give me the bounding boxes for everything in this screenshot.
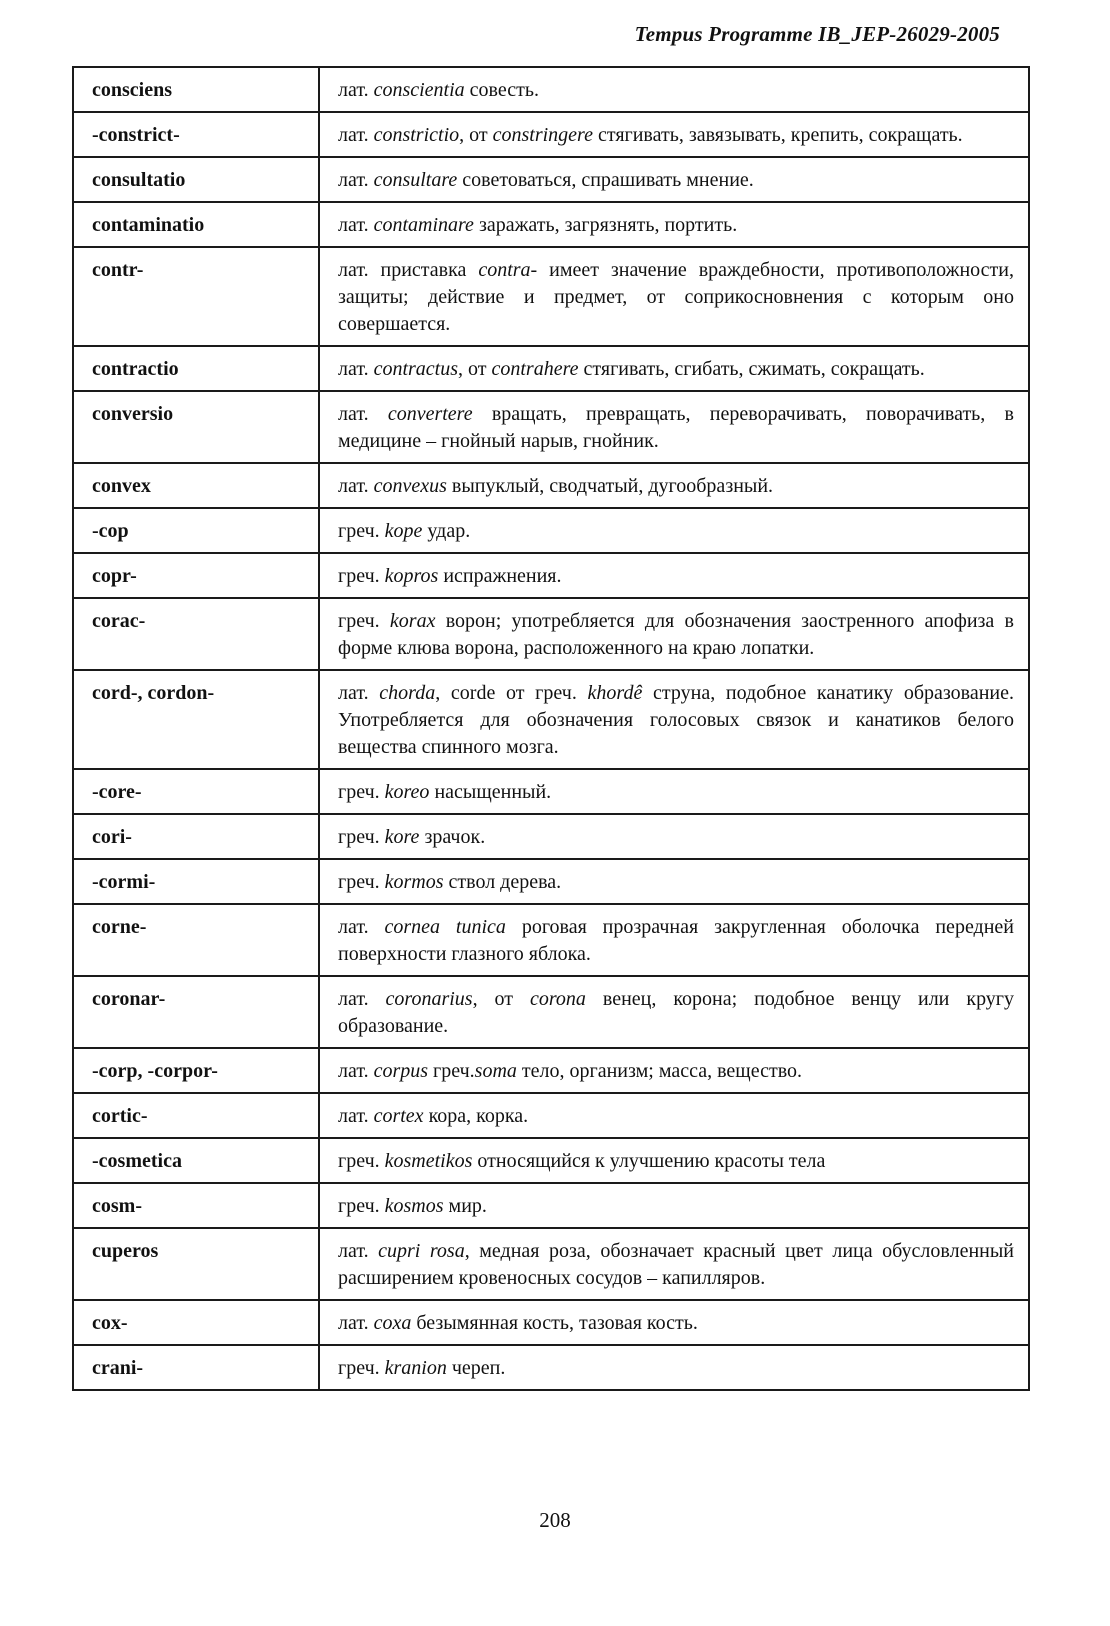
- definition-italic-text: contra-: [478, 259, 538, 281]
- glossary-row: [73, 1345, 1029, 1390]
- glossary-term: contaminatio: [73, 202, 319, 247]
- glossary-definition: [319, 391, 1029, 463]
- definition-italic-text: cortex: [373, 1105, 424, 1127]
- definition-italic-text: kormos: [384, 871, 444, 893]
- glossary-definition: [319, 157, 1029, 202]
- glossary-definition: [319, 508, 1029, 553]
- definition-italic-text: contrahere: [491, 358, 579, 380]
- glossary-row: [73, 1138, 1029, 1183]
- definition-text: советоваться, спрашивать мнение.: [457, 169, 754, 191]
- definition-text: лат.: [338, 475, 374, 497]
- glossary-row: [73, 1228, 1029, 1300]
- definition-text: кора, корка.: [423, 1105, 529, 1127]
- definition-italic-text: contractus: [373, 358, 459, 380]
- definition-italic-text: contaminare: [373, 214, 474, 236]
- glossary-term: cori-: [73, 814, 319, 859]
- glossary-definition: [319, 112, 1029, 157]
- glossary-term: consciens: [73, 67, 319, 112]
- glossary-term: consultatio: [73, 157, 319, 202]
- definition-text: греч.: [338, 1357, 385, 1379]
- definition-italic-text: kosmos: [384, 1195, 444, 1217]
- glossary-row: [73, 859, 1029, 904]
- glossary-definition: [319, 67, 1029, 112]
- glossary-term: -corp, -corpor-: [73, 1048, 319, 1093]
- glossary-row: [73, 814, 1029, 859]
- definition-italic-text: chorda: [379, 682, 436, 704]
- definition-italic-text: korax: [389, 610, 436, 632]
- definition-italic-text: conscientia: [373, 79, 465, 101]
- glossary-term: -cosmetica: [73, 1138, 319, 1183]
- glossary-row: [73, 1183, 1029, 1228]
- glossary-term: contractio: [73, 346, 319, 391]
- definition-text: струна, подобное канатику образование. Употребляется для обозначения голосовых связок и канатиков белого вещества спинного мозга.: [338, 682, 1015, 758]
- definition-italic-text: khordê: [587, 682, 643, 704]
- definition-italic-text: kopros: [384, 565, 439, 587]
- definition-text: стягивать, сгибать, сжимать, сокращать.: [578, 358, 925, 380]
- glossary-row: [73, 346, 1029, 391]
- glossary-definition: [319, 463, 1029, 508]
- definition-text: заражать, загрязнять, портить.: [473, 214, 738, 236]
- definition-text: венец, корона; подобное венцу или кругу образование.: [338, 988, 1015, 1037]
- glossary-row: [73, 247, 1029, 346]
- definition-text: вращать, превращать, переворачивать, поворачивать, в медицине – гнойный нарыв, гнойник.: [338, 403, 1014, 452]
- glossary-definition: [319, 1183, 1029, 1228]
- glossary-definition: [319, 553, 1029, 598]
- definition-text: греч.: [338, 826, 385, 848]
- definition-text: лат.: [338, 124, 374, 146]
- definition-text: греч.: [338, 871, 385, 893]
- glossary-row: [73, 67, 1029, 112]
- definition-text: лат.: [338, 916, 385, 938]
- definition-text: выпуклый, сводчатый, дугообразный.: [446, 475, 774, 497]
- definition-text: греч.: [338, 1195, 385, 1217]
- definition-italic-text: constringere: [492, 124, 593, 146]
- page-number: 208: [539, 1508, 571, 1532]
- definition-text: , от: [472, 988, 531, 1010]
- glossary-row: [73, 463, 1029, 508]
- definition-text: , от: [459, 124, 493, 146]
- glossary-definition: [319, 976, 1029, 1048]
- definition-text: лат.: [338, 1060, 374, 1082]
- definition-text: совесть.: [464, 79, 539, 101]
- glossary-term: conversio: [73, 391, 319, 463]
- definition-italic-text: koreo: [384, 781, 430, 803]
- definition-text: лат.: [338, 169, 374, 191]
- glossary-definition: [319, 1093, 1029, 1138]
- definition-text: зрачок.: [419, 826, 486, 848]
- definition-text: мир.: [443, 1195, 487, 1217]
- glossary-term: crani-: [73, 1345, 319, 1390]
- glossary-term: coronar-: [73, 976, 319, 1048]
- definition-text: безымянная кость, тазовая кость.: [411, 1312, 698, 1334]
- glossary-table-body: [73, 67, 1029, 1390]
- definition-italic-text: corpus: [373, 1060, 429, 1082]
- definition-italic-text: consultare: [373, 169, 458, 191]
- definition-text: лат.: [338, 1312, 374, 1334]
- definition-text: ствол дерева.: [443, 871, 562, 893]
- definition-text: стягивать, завязывать, крепить, сокращать.: [592, 124, 963, 146]
- glossary-row: [73, 112, 1029, 157]
- glossary-definition: [319, 814, 1029, 859]
- definition-text: лат.: [338, 214, 374, 236]
- definition-italic-text: corona: [530, 988, 586, 1010]
- glossary-row: [73, 1093, 1029, 1138]
- definition-italic-text: constrictio: [373, 124, 460, 146]
- definition-text: роговая прозрачная закругленная оболочка передней поверхности глазного яблока.: [338, 916, 1015, 965]
- glossary-term: convex: [73, 463, 319, 508]
- definition-italic-text: kosmetikos: [384, 1150, 473, 1172]
- glossary-definition: [319, 598, 1029, 670]
- definition-text: лат. приставка: [338, 259, 479, 281]
- definition-text: греч.: [338, 565, 385, 587]
- definition-text: лат.: [338, 682, 380, 704]
- glossary-definition: [319, 670, 1029, 769]
- glossary-row: [73, 202, 1029, 247]
- definition-text: греч.: [338, 1150, 385, 1172]
- definition-text: лат.: [338, 403, 388, 425]
- definition-italic-text: coronarius: [385, 988, 473, 1010]
- glossary-definition: [319, 1138, 1029, 1183]
- glossary-table: [72, 66, 1030, 1391]
- definition-italic-text: cupri rosa: [378, 1240, 465, 1262]
- glossary-definition: [319, 1228, 1029, 1300]
- glossary-term: cuperos: [73, 1228, 319, 1300]
- definition-text: ворон; употребляется для обозначения заостренного апофиза в форме клюва ворона, расположенного на краю лопатки.: [338, 610, 1014, 659]
- definition-text: лат.: [338, 1105, 374, 1127]
- definition-text: , медная роза, обозначает красный цвет лица обусловленный расширением кровеносных сосудов – капилляров.: [338, 1240, 1015, 1289]
- definition-text: , corde от греч.: [435, 682, 588, 704]
- definition-text: тело, организм; масса, вещество.: [516, 1060, 802, 1082]
- glossary-row: [73, 769, 1029, 814]
- definition-italic-text: coxa: [373, 1312, 412, 1334]
- glossary-definition: [319, 769, 1029, 814]
- definition-text: лат.: [338, 1240, 379, 1262]
- definition-text: , от: [458, 358, 492, 380]
- glossary-term: cox-: [73, 1300, 319, 1345]
- glossary-term: copr-: [73, 553, 319, 598]
- definition-italic-text: cornea tunica: [384, 916, 506, 938]
- glossary-term: cosm-: [73, 1183, 319, 1228]
- glossary-definition: [319, 1048, 1029, 1093]
- glossary-row: [73, 508, 1029, 553]
- definition-text: лат.: [338, 79, 374, 101]
- glossary-definition: [319, 1345, 1029, 1390]
- glossary-row: [73, 1048, 1029, 1093]
- glossary-term: -cormi-: [73, 859, 319, 904]
- glossary-term: -core-: [73, 769, 319, 814]
- glossary-row: [73, 553, 1029, 598]
- glossary-row: [73, 157, 1029, 202]
- glossary-term: corne-: [73, 904, 319, 976]
- definition-italic-text: convexus: [373, 475, 447, 497]
- definition-italic-text: kranion: [384, 1357, 447, 1379]
- glossary-term: cord-, cordon-: [73, 670, 319, 769]
- definition-italic-text: convertere: [387, 403, 473, 425]
- definition-text: относящийся к улучшению красоты тела: [472, 1150, 826, 1172]
- glossary-term: -cop: [73, 508, 319, 553]
- glossary-row: [73, 1300, 1029, 1345]
- definition-text: лат.: [338, 358, 374, 380]
- definition-italic-text: soma: [474, 1060, 517, 1082]
- glossary-term: contr-: [73, 247, 319, 346]
- definition-text: удар.: [422, 520, 471, 542]
- glossary-definition: [319, 904, 1029, 976]
- glossary-row: [73, 598, 1029, 670]
- definition-text: греч.: [428, 1060, 475, 1082]
- glossary-definition: [319, 247, 1029, 346]
- glossary-definition: [319, 346, 1029, 391]
- definition-text: греч.: [338, 610, 390, 632]
- glossary-row: [73, 391, 1029, 463]
- definition-text: насыщенный.: [429, 781, 552, 803]
- definition-text: греч.: [338, 520, 385, 542]
- definition-italic-text: kore: [384, 826, 420, 848]
- glossary-row: [73, 904, 1029, 976]
- glossary-row: [73, 976, 1029, 1048]
- definition-italic-text: kope: [384, 520, 423, 542]
- running-header: Tempus Programme IB_JEP-26029-2005: [634, 22, 1000, 46]
- definition-text: лат.: [338, 988, 386, 1010]
- glossary-row: [73, 670, 1029, 769]
- definition-text: испражнения.: [438, 565, 562, 587]
- glossary-definition: [319, 1300, 1029, 1345]
- glossary-term: cortic-: [73, 1093, 319, 1138]
- glossary-definition: [319, 859, 1029, 904]
- glossary-term: corac-: [73, 598, 319, 670]
- definition-text: греч.: [338, 781, 385, 803]
- definition-text: череп.: [446, 1357, 506, 1379]
- definition-text: имеет значение враждебности, противоположности, защиты; действие и предмет, от соприкосновнения с которым оно совершается.: [338, 259, 1014, 335]
- glossary-definition: [319, 202, 1029, 247]
- glossary-term: -constrict-: [73, 112, 319, 157]
